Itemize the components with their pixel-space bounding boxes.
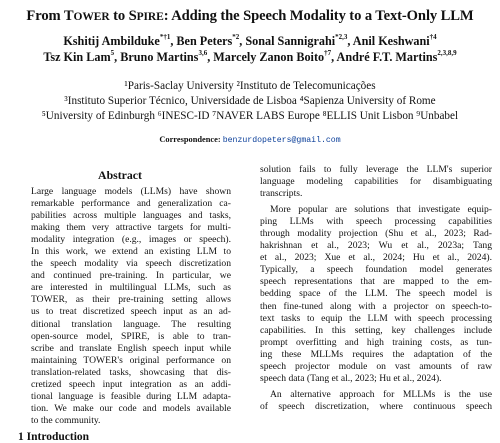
abstract-line: In this work, we extend an existing LLM to: [31, 246, 231, 258]
abstract-line: maintaining TOWER's original performance on: [31, 354, 231, 366]
body-line: speech representations that are mapped to the em-: [260, 276, 492, 288]
right-column-body: [260, 164, 492, 413]
body-line: et al., 2023; Xue et al., 2024; Hu et al., 2024).: [260, 252, 492, 264]
abstract-line: scribe and translate English speech input while: [31, 342, 231, 354]
correspondence-label: Correspondence:: [159, 135, 221, 144]
body-line: ping LLMs with speech processing capabilities: [260, 216, 492, 228]
body-line: Typically, a speech foundation model generates: [260, 264, 492, 276]
abstract-line: modality integration (e.g., images or speech).: [31, 234, 231, 246]
abstract-line: remarkable performance and generalization ca-: [31, 198, 231, 210]
body-line: bedding space of the LLM. The speech model is: [260, 288, 492, 300]
correspondence-email-link[interactable]: benzurdopeters@gmail.com: [222, 136, 341, 145]
body-line: language modeling capabilities for disambiguating: [260, 176, 492, 188]
abstract-line: cretized speech input integration as an addi-: [31, 378, 231, 390]
body-line: of speech discretization, where continuous speech: [260, 400, 492, 412]
affiliation-line: ⁵University of Edinburgh ⁶INESC-ID ⁷NAVER LABS Europe ⁸ELLIS Unit Lisbon ⁹Unbabel: [41, 110, 459, 122]
author: Bruno Martins$^{3,6}$: [120, 49, 208, 64]
author-list-line-2: Tsz Kin Lam$^5$, Bruno Martins$^{3,6}$, Marcely Zanon Boito$^{\dagger 7}$, André F.T. Martins$^{2,3,8,9}$: [43, 49, 457, 64]
body-line: text tasks to equip the LLM with speech processing: [260, 312, 492, 324]
body-line: An alternative approach for MLLMs is the use: [270, 388, 492, 400]
body-line: hakrishnan et al., 2023; Wu et al., 2023a; Tang: [260, 240, 492, 252]
author: Tsz Kin Lam$^5$: [43, 49, 115, 64]
abstract-line: tion. We make our code and models available: [31, 402, 231, 414]
abstract-line: are interested in multilingual LLMs, such as: [31, 282, 231, 294]
abstract-line: translation-related tasks, showcasing that dis-: [31, 366, 231, 378]
author: Ben Peters$^{*2}$: [176, 33, 240, 48]
body-line: speech projector module on vast amounts of raw: [260, 360, 492, 372]
abstract-line: open-source model, SPIRE, is able to tran-: [31, 330, 231, 342]
correspondence: [0, 135, 500, 145]
body-line: then fine-tuned along with a projector on speech-to-: [260, 300, 492, 312]
abstract-heading: Abstract: [98, 168, 142, 182]
body-line: More popular are solutions that investigate equip-: [270, 204, 492, 216]
body-line: solution fails to fully leverage the LLM's superior: [260, 164, 492, 175]
body-line: transcripts.: [260, 188, 303, 200]
body-line: ing these MLLMs requires the adaptation of the: [260, 348, 492, 360]
abstract-line: pabilities across multiple languages and tasks,: [31, 210, 231, 222]
author: Sonal Sannigrahi$^{*2,3}$: [245, 33, 348, 48]
abstract-line: TOWER, as their pre-training setting allows: [31, 294, 231, 306]
author: Marcely Zanon Boito$^{\dagger 7}$: [213, 49, 332, 64]
abstract-line: us to treat discretized speech input as an ad-: [31, 306, 231, 318]
section-heading-introduction: 1 Introduction: [18, 431, 90, 443]
abstract-line: Large language models (LLMs) have shown: [31, 186, 231, 197]
abstract-line: ditional translation language. The resulting: [31, 318, 231, 330]
abstract-body: [31, 186, 231, 427]
author: Anil Keshwani$^{\dagger 4}$: [352, 33, 437, 48]
paper-title: From TOWER to SPIRE: Adding the Speech Modality to a Text-Only LLM: [26, 8, 474, 24]
affiliation-line: ³Instituto Superior Técnico, Universidade de Lisboa ⁴Sapienza University of Rome: [64, 95, 436, 107]
abstract-line: the speech modality via speech discretization: [31, 258, 231, 270]
abstract-line: to the community.: [31, 414, 101, 426]
body-line: through modality projection (Shu et al., 2023; Rad-: [260, 228, 492, 240]
body-line: speech data (Tang et al., 2023; Hu et al., 2024).: [260, 372, 442, 384]
author: Kshitij Ambilduke$^{*\dagger 1}$: [63, 33, 171, 48]
body-line: prompt overfitting and high training costs, as tun-: [260, 336, 492, 348]
author: André F.T. Martins$^{2,3,8,9}$: [336, 49, 457, 64]
abstract-line: tional language is feasible during LLM adapta-: [31, 390, 231, 402]
abstract-line: making them very attractive targets for multi-: [31, 222, 231, 234]
author-list-line-1: Kshitij Ambilduke$^{*\dagger 1}$, Ben Peters$^{*2}$, Sonal Sannigrahi$^{*2,3}$, Anil Keshwani$^{\dagger 4}$: [63, 33, 437, 48]
body-line: capabilities. In this setting, key challenges include: [260, 324, 492, 336]
affiliation-line: ¹Paris-Saclay University ²Instituto de Telecomunicações: [124, 80, 376, 92]
abstract-line: and continued pre-training. In particular, we: [31, 270, 231, 282]
